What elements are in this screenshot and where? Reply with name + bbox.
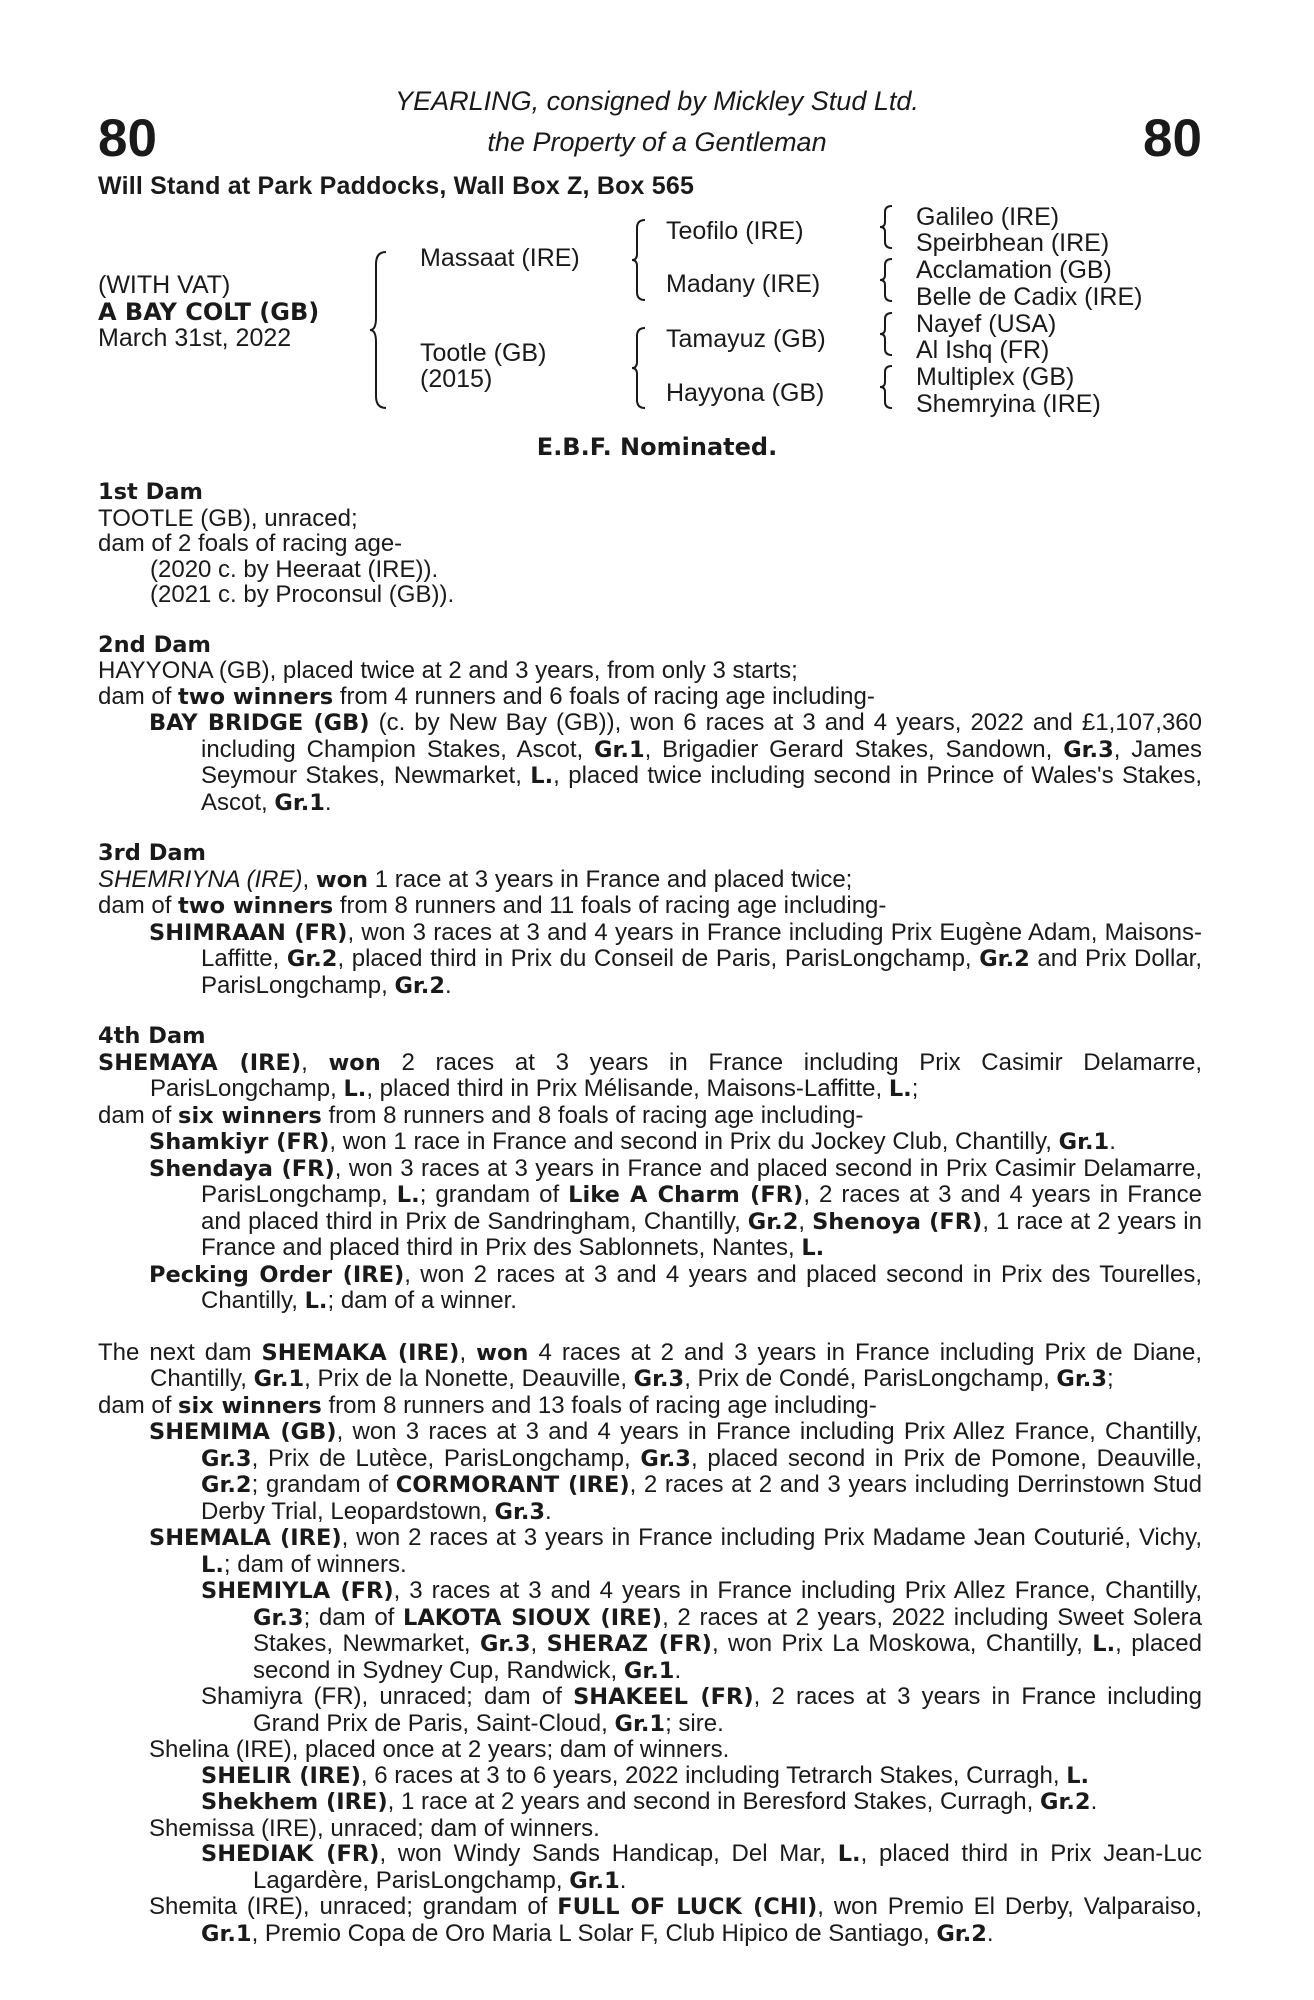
fourth-dam-produce: Shamkiyr (FR), won 1 race in France and second in Prix du Jockey Club, Chantilly, Gr.1. xyxy=(149,1128,1116,1155)
pedigree-g3: Nayef (USA) xyxy=(916,310,1057,338)
fourth-dam-produce: Pecking Order (IRE), won 2 races at 3 and 4 years and placed second in Prix des Tourelles, Chantilly, L.; dam of a winner. xyxy=(149,1260,1202,1314)
pedigree-brace-sire xyxy=(630,218,650,302)
first-dam-foal: (2021 c. by Proconsul (GB)). xyxy=(150,581,455,608)
pedigree-dam-year: (2015) xyxy=(420,365,493,393)
pedigree-g2: Madany (IRE) xyxy=(666,270,821,298)
pedigree-g3: Speirbhean (IRE) xyxy=(916,229,1110,257)
pedigree-g2: Teofilo (IRE) xyxy=(666,217,804,245)
pedigree-g3: Belle de Cadix (IRE) xyxy=(916,283,1143,311)
pedigree-brace-g3-4 xyxy=(878,364,896,410)
pedigree-brace-dam xyxy=(630,326,650,410)
lot-name: A BAY COLT (GB) xyxy=(98,298,320,326)
header-property: the Property of a Gentleman xyxy=(487,127,827,157)
pedigree-g3: Al Ishq (FR) xyxy=(916,336,1050,364)
pedigree-dam: Tootle (GB) xyxy=(420,339,547,367)
ebf-nominated: E.B.F. Nominated. xyxy=(536,433,778,461)
next-dam-produce: SHEMIMA (GB), won 3 races at 3 and 4 years in France including Prix Allez France, Chantilly, Gr.3, Prix de Lutèce, ParisLongchamp, Gr.3, placed second in Prix de Pomone, Deauville, Gr.2; grandam of CORMORANT (IRE), 2 races at 2 and 3 years including Derrinstown Stud Derby Trial, Leopardstown, Gr.3. xyxy=(149,1418,1202,1525)
pedigree-brace-g3-3 xyxy=(878,311,896,357)
pedigree-sire: Massaat (IRE) xyxy=(420,244,580,272)
dam-sections xyxy=(98,480,1202,1947)
next-dam-produce: Shemissa (IRE), unraced; dam of winners. xyxy=(149,1814,600,1842)
fourth-dam-heading: 4th Dam xyxy=(98,1023,206,1049)
next-dam-grandproduce: Shekhem (IRE), 1 race at 2 years and second in Beresford Stakes, Curragh, Gr.2. xyxy=(201,1788,1098,1815)
pedigree-brace-g3-1 xyxy=(878,204,896,250)
next-dam-grandproduce: Shamiyra (FR), unraced; dam of SHAKEEL (FR), 2 races at 3 years in France including Grand Prix de Paris, Saint-Cloud, Gr.1; sire. xyxy=(201,1683,1202,1737)
next-dam-grandproduce: SHELIR (IRE), 6 races at 3 to 6 years, 2022 including Tetrarch Stakes, Curragh, L. xyxy=(201,1761,1090,1789)
lot-number-left: 80 xyxy=(98,109,157,168)
second-dam-produce: BAY BRIDGE (GB) (c. by New Bay (GB)), won 6 races at 3 and 4 years, 2022 and £1,107,360 including Champion Stakes, Ascot, Gr.1, Brigadier Gerard Stakes, Sandown, Gr.3, James Seymour Stakes, Newmarket, L., placed twice including second in Prince of Wales's Stakes, Ascot, Gr.1. xyxy=(149,709,1203,816)
pedigree-g3: Acclamation (GB) xyxy=(916,256,1112,284)
next-dam-grandproduce: SHEDIAK (FR), won Windy Sands Handicap, Del Mar, L., placed third in Prix Jean-Luc Lagardère, ParisLongchamp, Gr.1. xyxy=(201,1840,1202,1894)
pedigree-g3: Shemryina (IRE) xyxy=(916,390,1101,418)
pedigree-g3: Galileo (IRE) xyxy=(916,203,1060,231)
third-dam-produce: SHIMRAAN (FR), won 3 races at 3 and 4 years in France including Prix Eugène Adam, Maisons-Laffitte, Gr.2, placed third in Prix du Conseil de Paris, ParisLongchamp, Gr.2 and Prix Dollar, ParisLongchamp, Gr.2. xyxy=(149,918,1203,999)
stand-location: Will Stand at Park Paddocks, Wall Box Z, Box 565 xyxy=(98,172,695,200)
first-dam-text: TOOTLE (GB), unraced; xyxy=(98,504,358,532)
next-dam-text: dam of six winners from 8 runners and 13 foals of racing age including- xyxy=(98,1391,877,1419)
second-dam-text: dam of two winners from 4 runners and 6 foals of racing age including- xyxy=(98,682,875,710)
pedigree-brace-main xyxy=(368,250,392,410)
first-dam-text: dam of 2 foals of racing age- xyxy=(98,530,403,557)
next-dam-text: The next dam SHEMAKA (IRE), won 4 races at 2 and 3 years in France including Prix de Diane, Chantilly, Gr.1, Prix de la Nonette, Deauville, Gr.3, Prix de Condé, ParisLongchamp, Gr.3; xyxy=(98,1338,1202,1392)
vat-label: (WITH VAT) xyxy=(98,271,231,299)
fourth-dam-produce: Shendaya (FR), won 3 races at 3 years in France and placed second in Prix Casimir Delamarre, ParisLongchamp, L.; grandam of Like A Charm (FR), 2 races at 3 and 4 years in France and placed third in Prix de Sandringham, Chantilly, Gr.2, Shenoya (FR), 1 race at 2 years in France and placed third in Prix des Sablonnets, Nantes, L. xyxy=(149,1154,1203,1261)
pedigree-g2: Hayyona (GB) xyxy=(666,379,825,407)
fourth-dam-text: dam of six winners from 8 runners and 8 foals of racing age including- xyxy=(98,1101,864,1129)
lot-dob: March 31st, 2022 xyxy=(98,324,292,352)
pedigree-brace-g3-2 xyxy=(878,257,896,303)
lot-number-right: 80 xyxy=(1143,109,1202,168)
first-dam-heading: 1st Dam xyxy=(98,479,203,505)
third-dam-text: SHEMRIYNA (IRE), won 1 race at 3 years in France and placed twice; xyxy=(98,865,853,893)
next-dam-produce: Shelina (IRE), placed once at 2 years; dam of winners. xyxy=(149,1736,730,1763)
second-dam-heading: 2nd Dam xyxy=(98,631,211,658)
header-consignor: YEARLING, consigned by Mickley Stud Ltd. xyxy=(395,86,919,116)
third-dam-heading: 3rd Dam xyxy=(98,840,206,866)
third-dam-text: dam of two winners from 8 runners and 11 foals of racing age including- xyxy=(98,892,887,919)
first-dam-foal: (2020 c. by Heeraat (IRE)). xyxy=(150,555,439,583)
next-dam-produce: Shemita (IRE), unraced; grandam of FULL OF LUCK (CHI), won Premio El Derby, Valparaiso, Gr.1, Premio Copa de Oro Maria L Solar F, Club Hipico de Santiago, Gr.2. xyxy=(149,1893,1202,1947)
next-dam-grandproduce: SHEMIYLA (FR), 3 races at 3 and 4 years in France including Prix Allez France, Chantilly, Gr.3; dam of LAKOTA SIOUX (IRE), 2 races at 2 years, 2022 including Sweet Solera Stakes, Newmarket, Gr.3, SHERAZ (FR), won Prix La Moskowa, Chantilly, L., placed second in Sydney Cup, Randwick, Gr.1. xyxy=(201,1577,1203,1684)
next-dam-produce: SHEMALA (IRE), won 2 races at 3 years in France including Prix Madame Jean Couturié, Vichy, L.; dam of winners. xyxy=(149,1524,1202,1578)
fourth-dam-text: SHEMAYA (IRE), won 2 races at 3 years in France including Prix Casimir Delamarre, ParisLongchamp, L., placed third in Prix Mélisande, Maisons-Laffitte, L.; xyxy=(98,1048,1202,1102)
pedigree-g3: Multiplex (GB) xyxy=(916,363,1075,391)
second-dam-text: HAYYONA (GB), placed twice at 2 and 3 years, from only 3 starts; xyxy=(98,657,798,684)
pedigree-g2: Tamayuz (GB) xyxy=(666,325,826,353)
